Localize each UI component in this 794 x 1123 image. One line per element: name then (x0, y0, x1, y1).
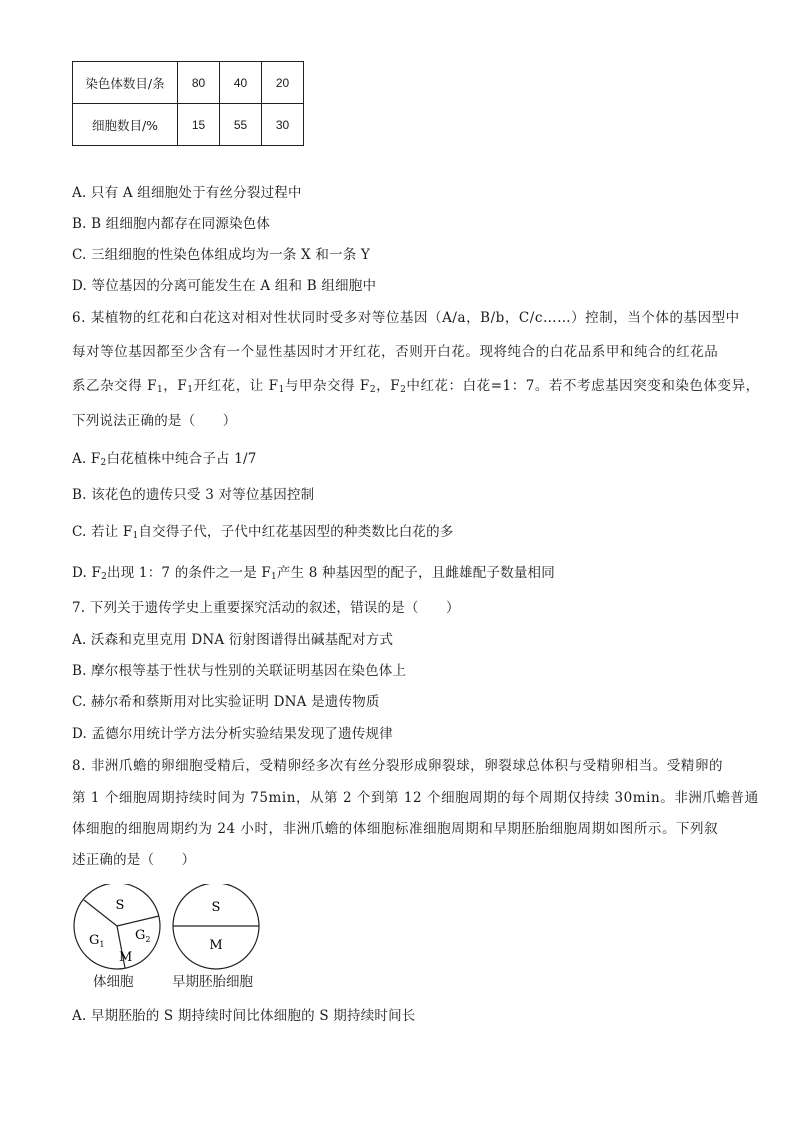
table-row (73, 104, 304, 146)
q5-option-d: D. 等位基因的分离可能发生在 A 组和 B 组细胞中 (72, 278, 377, 294)
q5-option-c: C. 三组细胞的性染色体组成均为一条 X 和一条 Y (72, 247, 371, 263)
m-phase-label: M (119, 950, 133, 965)
q7-stem: 7. 下列关于遗传学史上重要探究活动的叙述，错误的是（ ） (72, 600, 460, 616)
q8-stem-line: 8. 非洲爪蟾的卵细胞受精后，受精卵经多次有丝分裂形成卵裂球，卵裂球总体积与受精卵相当。受精卵的 (72, 758, 724, 774)
table-cell: 40 (220, 62, 262, 104)
q7-option-d: D. 孟德尔用统计学方法分析实验结果发现了遗传规律 (72, 726, 393, 742)
table-row-label: 细胞数目/% (73, 104, 178, 146)
q6-stem-line: 下列说法正确的是（ ） (72, 413, 237, 429)
q8-option-a: A. 早期胚胎的 S 期持续时间比体细胞的 S 期持续时间长 (72, 1008, 416, 1024)
cell-cycle-diagram (70, 884, 270, 970)
q8-stem-line: 述正确的是（ ） (72, 852, 196, 868)
table-row-label: 染色体数目/条 (73, 62, 178, 104)
q6-stem-line: 系乙杂交得 $F_1$，$F_1$开红花，让 $F_1$与甲杂交得 $F_2$，$F_2$中红花：白花=1：7。若不考虑基因突变和染色体变异， (72, 378, 760, 395)
q6-stem-line: 每对等位基因都至少含有一个显性基因时才开红花，否则开白花。现将纯合的白花品系甲和纯合的红花品 (72, 344, 719, 360)
q6-option-b: B. 该花色的遗传只受 3 对等位基因控制 (72, 487, 315, 503)
table-cell: 15 (178, 104, 220, 146)
q5-option-b: B. B 组细胞内都存在同源染色体 (72, 216, 271, 232)
g2-phase-label: $G_2$ (135, 928, 151, 944)
m-phase-label: M (209, 938, 223, 953)
somatic-cell-cycle-circle (74, 884, 160, 969)
q7-option-b: B. 摩尔根等基于性状与性别的关联证明基因在染色体上 (72, 663, 407, 679)
q8-stem-line: 体细胞的细胞周期约为 24 小时，非洲爪蟾的体细胞标准细胞周期和早期胚胎细胞周期如图所示。下列叙 (72, 821, 719, 837)
q6-option-c: C. 若让 $F_1$自交得子代，子代中红花基因型的种类数比白花的多 (72, 524, 454, 541)
embryo-cell-cycle-circle (173, 884, 259, 969)
q6-stem-line: 6. 某植物的红花和白花这对相对性状同时受多对等位基因（A/a，B/b，C/c……）控制，当个体的基因型中 (72, 310, 740, 326)
table-cell: 20 (262, 62, 304, 104)
q5-option-a: A. 只有 A 组细胞处于有丝分裂过程中 (72, 185, 302, 201)
q6-option-d: D. $F_2$出现 1：7 的条件之一是 $F_1$产生 8 种基因型的配子，且雌雄配子数量相同 (72, 565, 555, 582)
q7-option-c: C. 赫尔希和蔡斯用对比实验证明 DNA 是遗传物质 (72, 694, 380, 710)
q7-option-a: A. 沃森和克里克用 DNA 衍射图谱得出碱基配对方式 (72, 632, 394, 648)
s-phase-label: S (211, 900, 221, 915)
table-cell: 80 (178, 62, 220, 104)
somatic-cell-caption: 体细胞 (93, 974, 134, 990)
embryo-cell-caption: 早期胚胎细胞 (172, 974, 253, 990)
q6-option-a: A. $F_2$白花植株中纯合子占 1/7 (72, 451, 257, 468)
table-cell: 30 (262, 104, 304, 146)
s-phase-label: S (115, 898, 125, 913)
g1-phase-label: $G_1$ (89, 933, 105, 949)
chromosome-table (72, 61, 304, 146)
q8-stem-line: 第 1 个细胞周期持续时间为 75min，从第 2 个到第 12 个细胞周期的每个周期仅持续 30min。非洲爪蟾普通 (72, 790, 759, 806)
table-cell: 55 (220, 104, 262, 146)
table-row (73, 62, 304, 104)
